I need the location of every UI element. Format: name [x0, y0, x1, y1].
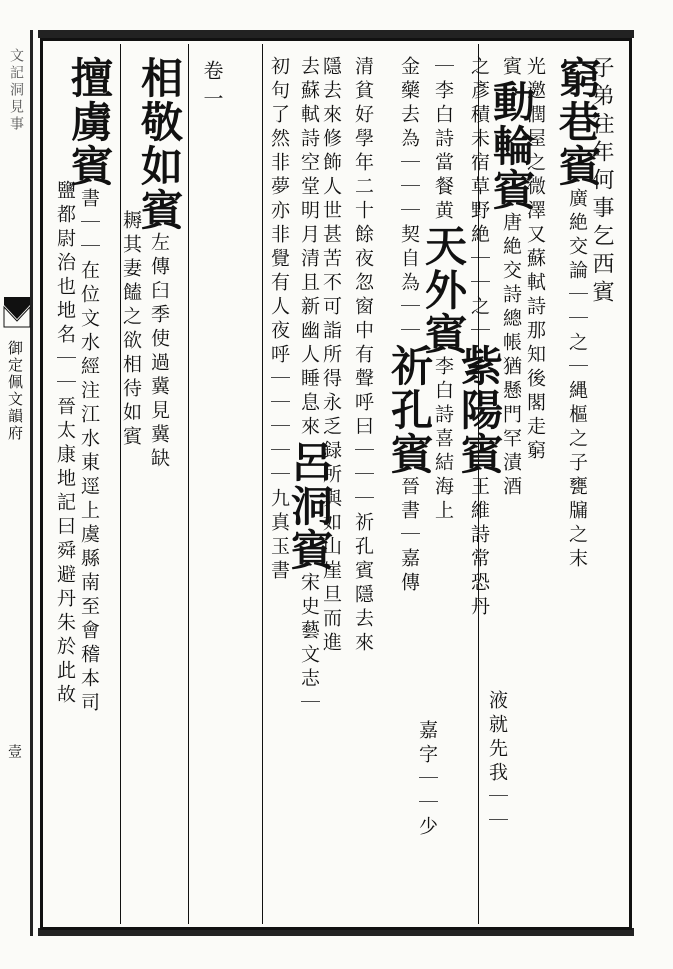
text-column: 去蘇軾詩空堂明月清且新幽人睡息來呂洞賓宋史藝文志｜: [285, 56, 334, 716]
text-column: 相敬如賓左傳臼季使過冀見冀缺: [135, 56, 184, 472]
text-column: 液就先我｜｜: [486, 690, 508, 834]
column-divider: [262, 44, 263, 924]
edge-top-text: 文記洞見事: [8, 48, 24, 133]
volume-label: 卷一: [200, 60, 224, 116]
text-column: 金藥去為｜｜｜契自為｜｜祈孔賓晉書｜嘉傳: [385, 56, 434, 596]
text-column: 鹽都尉治也地名｜｜晉太康地記曰舜避丹朱於此故: [54, 180, 76, 708]
book-title: 御定佩文韻府: [6, 340, 24, 442]
text-column: 賓動輪賓唐絶交詩總帳猶懸門罕漬酒: [487, 56, 536, 500]
text-column: 擅虜賓書｜｜在位文水經注江水東逕上虞縣南至會稽本司: [65, 56, 114, 716]
text-column: ｜李白詩當餐黄天外賓李白詩喜結海上: [419, 56, 468, 524]
column-divider: [120, 44, 121, 924]
text-column: 嘉字｜｜少: [416, 720, 438, 840]
text-column: 之彥積未宿草野絶｜｜之｜紫陽賓王維詩常恐丹: [455, 56, 504, 620]
text-column: 光邀潤屋之微澤又蘇軾詩那知後閣走窮: [524, 56, 546, 464]
column-divider: [188, 44, 189, 924]
text-column: 耨其妻饁之欲相待如賓: [120, 210, 142, 450]
text-column: 窮巷賓廣絶交論｜｜之｜縄樞之子甕牖之末: [553, 56, 602, 572]
text-column: 隱去來修飾人世甚苦不可詣所得永乏録所與如山崖旦而進: [320, 56, 342, 656]
text-column: 子弟往年何事乞西賓: [589, 56, 614, 308]
top-border: [38, 30, 634, 38]
gutter-line: [30, 30, 33, 936]
text-column: 清貧好學年二十餘夜忽窗中有聲呼曰｜｜｜祈孔賓隱去來: [352, 56, 374, 656]
folio-mark: 壹: [6, 744, 22, 758]
text-column: 初句了然非夢亦非覺有人夜呼｜｜｜｜｜九真玉書: [268, 56, 290, 584]
fish-tail-icon: [2, 295, 32, 329]
